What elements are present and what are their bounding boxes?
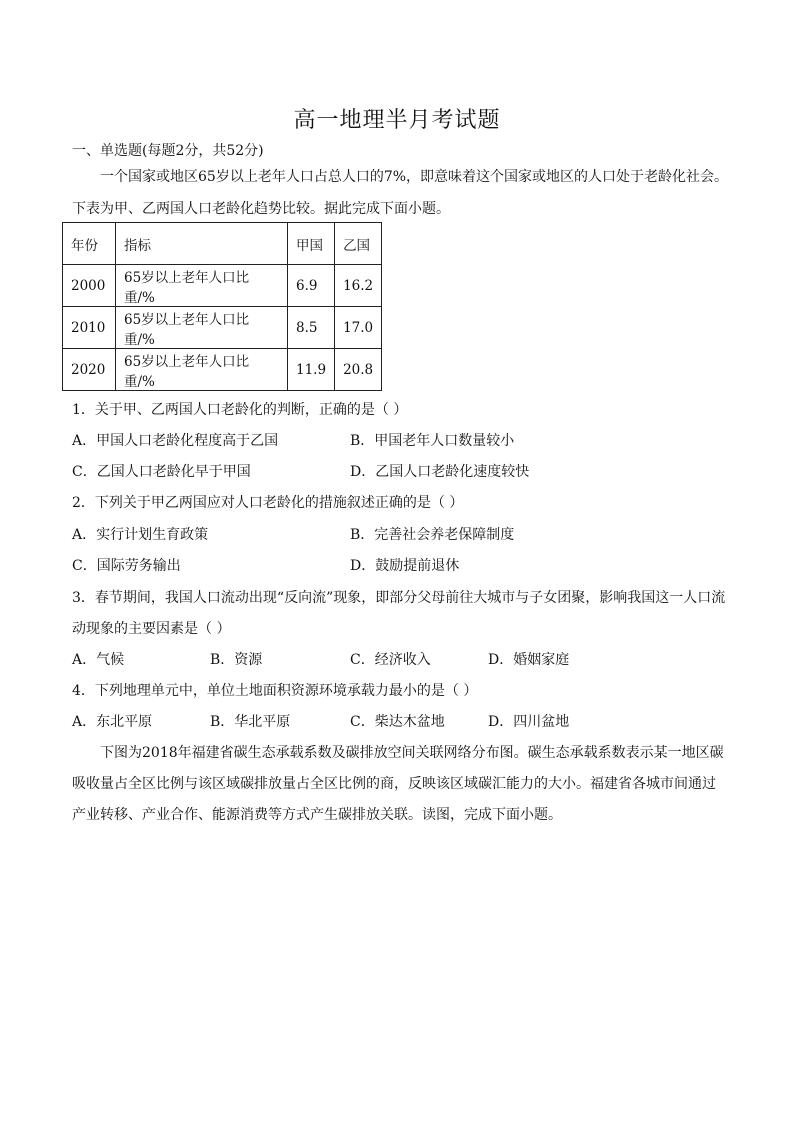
table-cell: 6.9 bbox=[288, 265, 335, 307]
table-cell: 11.9 bbox=[288, 349, 335, 391]
question-4-option-a[interactable]: A．东北平原 bbox=[72, 714, 153, 730]
table-cell: 2010 bbox=[63, 307, 116, 349]
question-3-stem-continued: 动现象的主要因素是（ ） bbox=[72, 621, 231, 637]
question-1-option-b[interactable]: B．甲国老年人口数量较小 bbox=[350, 433, 515, 449]
question-2-option-d[interactable]: D．鼓励提前退休 bbox=[350, 558, 460, 574]
question-3-option-a[interactable]: A．气候 bbox=[72, 652, 125, 668]
intro-paragraph-line: 一个国家或地区65岁以上老年人口占总人口的7%，即意味着这个国家或地区的人口处于老龄化社会。 bbox=[100, 169, 729, 185]
table-row bbox=[63, 349, 382, 391]
table-header-cell: 甲国 bbox=[288, 223, 335, 265]
table-cell: 16.2 bbox=[335, 265, 382, 307]
table-cell: 65岁以上老年人口比重/% bbox=[116, 265, 288, 307]
intro-paragraph-line: 产业转移、产业合作、能源消费等方式产生碳排放关联。读图，完成下面小题。 bbox=[72, 807, 562, 823]
table-header-cell: 年份 bbox=[63, 223, 116, 265]
table-cell: 8.5 bbox=[288, 307, 335, 349]
intro-paragraph-line: 下图为2018年福建省碳生态承载系数及碳排放空间关联网络分布图。碳生态承载系数表示某一地区碳 bbox=[100, 745, 724, 761]
table-header-cell: 指标 bbox=[116, 223, 288, 265]
intro-paragraph-line: 吸收量占全区比例与该区域碳排放量占全区比例的商，反映该区域碳汇能力的大小。福建省各城市间通过 bbox=[72, 776, 716, 792]
table-header-row bbox=[63, 223, 382, 265]
question-1-option-a[interactable]: A．甲国人口老龄化程度高于乙国 bbox=[72, 433, 279, 449]
table-cell: 2000 bbox=[63, 265, 116, 307]
table-cell: 65岁以上老年人口比重/% bbox=[116, 307, 288, 349]
question-4-option-d[interactable]: D．四川盆地 bbox=[488, 714, 570, 730]
question-3-stem: 3．春节期间，我国人口流动出现“反向流”现象，即部分父母前往大城市与子女团聚，影响我国这一人口流 bbox=[72, 590, 726, 606]
question-4-option-b[interactable]: B．华北平原 bbox=[210, 714, 291, 730]
intro-paragraph-line: 下表为甲、乙两国人口老龄化趋势比较。据此完成下面小题。 bbox=[72, 201, 450, 217]
question-2-option-c[interactable]: C．国际劳务输出 bbox=[72, 558, 181, 574]
question-1-option-c[interactable]: C．乙国人口老龄化早于甲国 bbox=[72, 464, 251, 480]
table-cell: 17.0 bbox=[335, 307, 382, 349]
table-cell: 20.8 bbox=[335, 349, 382, 391]
question-1-stem: 1．关于甲、乙两国人口老龄化的判断，正确的是（ ） bbox=[72, 402, 408, 418]
question-4-option-c[interactable]: C．柴达木盆地 bbox=[350, 714, 445, 730]
question-3-option-d[interactable]: D．婚姻家庭 bbox=[488, 652, 570, 668]
question-1-option-d[interactable]: D．乙国人口老龄化速度较快 bbox=[350, 464, 530, 480]
table-cell: 65岁以上老年人口比重/% bbox=[116, 349, 288, 391]
table-row bbox=[63, 307, 382, 349]
aging-table bbox=[62, 222, 382, 391]
question-2-option-b[interactable]: B．完善社会养老保障制度 bbox=[350, 527, 515, 543]
question-2-option-a[interactable]: A．实行计划生育政策 bbox=[72, 527, 209, 543]
section-heading: 一、单选题(每题2分，共52分) bbox=[72, 143, 264, 159]
question-3-option-c[interactable]: C．经济收入 bbox=[350, 652, 431, 668]
question-2-stem: 2．下列关于甲乙两国应对人口老龄化的措施叙述正确的是（ ） bbox=[72, 495, 464, 511]
table-header-cell: 乙国 bbox=[335, 223, 382, 265]
page-title: 高一地理半月考试题 bbox=[293, 108, 501, 133]
question-4-stem: 4．下列地理单元中，单位土地面积资源环境承载力最小的是（ ） bbox=[72, 683, 478, 699]
question-3-option-b[interactable]: B．资源 bbox=[210, 652, 263, 668]
table-row bbox=[63, 265, 382, 307]
table-cell: 2020 bbox=[63, 349, 116, 391]
